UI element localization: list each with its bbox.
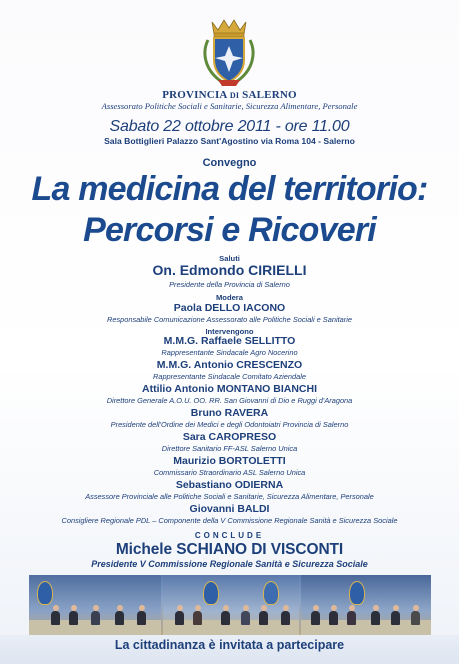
- conclude-name: Michele SCHIANO DI VISCONTI: [115, 541, 344, 558]
- speaker-role: Assessore Provinciale alle Politiche Sociali e Sanitarie, Sicurezza Alimentare, Personale: [85, 492, 374, 501]
- saluti-role: Presidente della Provincia di Salerno: [169, 280, 290, 289]
- conference-photo-strip: [29, 575, 431, 635]
- modera-name: Paola DELLO IACONO: [173, 302, 286, 314]
- province-di: DI: [229, 91, 240, 100]
- event-date-time: Sabato 22 ottobre 2011 - ore 11.00: [109, 118, 350, 135]
- modera-label: Modera: [215, 293, 243, 302]
- modera-role: Responsabile Comunicazione Assessorato alle Politiche Sociali e Sanitarie: [107, 315, 352, 324]
- speaker-role: Direttore Sanitario FF-ASL Salerno Unica: [161, 444, 298, 453]
- saluti-name: On. Edmondo CIRIELLI: [152, 262, 307, 278]
- speaker-role: Direttore Generale A.O.U. OO. RR. San Giovanni di Dio e Ruggi d'Aragona: [106, 396, 353, 405]
- intervengono-label: Intervengono: [205, 327, 254, 336]
- speaker-name: Maurizio BORTOLETTI: [173, 455, 286, 467]
- speaker-name: Giovanni BALDI: [189, 503, 270, 515]
- province-city: SALERNO: [242, 89, 297, 101]
- speaker-role: Commissario Straordinario ASL Salerno Unica: [153, 468, 306, 477]
- event-title-line2: Percorsi e Ricoveri: [83, 211, 376, 249]
- speaker-name: Bruno RAVERA: [190, 407, 269, 419]
- department-name: Assessorato Politiche Sociali e Sanitarie, Sicurezza Alimentare, Personale: [101, 101, 358, 111]
- conference-photo: [301, 575, 431, 635]
- saluti-label: Saluti: [219, 254, 240, 263]
- event-venue: Sala Bottiglieri Palazzo Sant'Agostino via Roma 104 - Salerno: [104, 136, 355, 146]
- speaker-role: Consigliere Regionale PDL – Componente della V Commissione Regionale Sanità e Sicurezza Sociale: [61, 516, 398, 525]
- speaker-name: M.M.G. Antonio CRESCENZO: [156, 359, 303, 371]
- conference-photo: [29, 575, 161, 635]
- speaker-name: Sebastiano ODIERNA: [175, 479, 284, 491]
- speaker-role: Rappresentante Sindacale Comitato Aziendale: [153, 372, 306, 381]
- event-title-line1: La medicina del territorio:: [31, 170, 428, 208]
- invitation-text: La cittadinanza è invitata a partecipare: [114, 638, 345, 652]
- speaker-name: Sara CAROPRESO: [182, 431, 277, 443]
- speaker-name: Attilio Antonio MONTANO BIANCHI: [142, 383, 317, 395]
- speaker-role: Presidente dell'Ordine dei Medici e degli Odontoiatri Provincia di Salerno: [110, 420, 349, 429]
- province-coat-of-arms-icon: [198, 16, 260, 88]
- province-name: [0, 89, 459, 101]
- conference-photo: [163, 575, 299, 635]
- speaker-role: Rappresentante Sindacale Agro Nocerino: [161, 348, 298, 357]
- speaker-name: M.M.G. Raffaele SELLITTO: [163, 335, 296, 347]
- event-type: Convegno: [202, 157, 257, 169]
- conclude-label: CONCLUDE: [194, 531, 265, 540]
- province-prefix: PROVINCIA: [162, 89, 227, 101]
- conclude-role: Presidente V Commissione Regionale Sanità e Sicurezza Sociale: [91, 559, 368, 569]
